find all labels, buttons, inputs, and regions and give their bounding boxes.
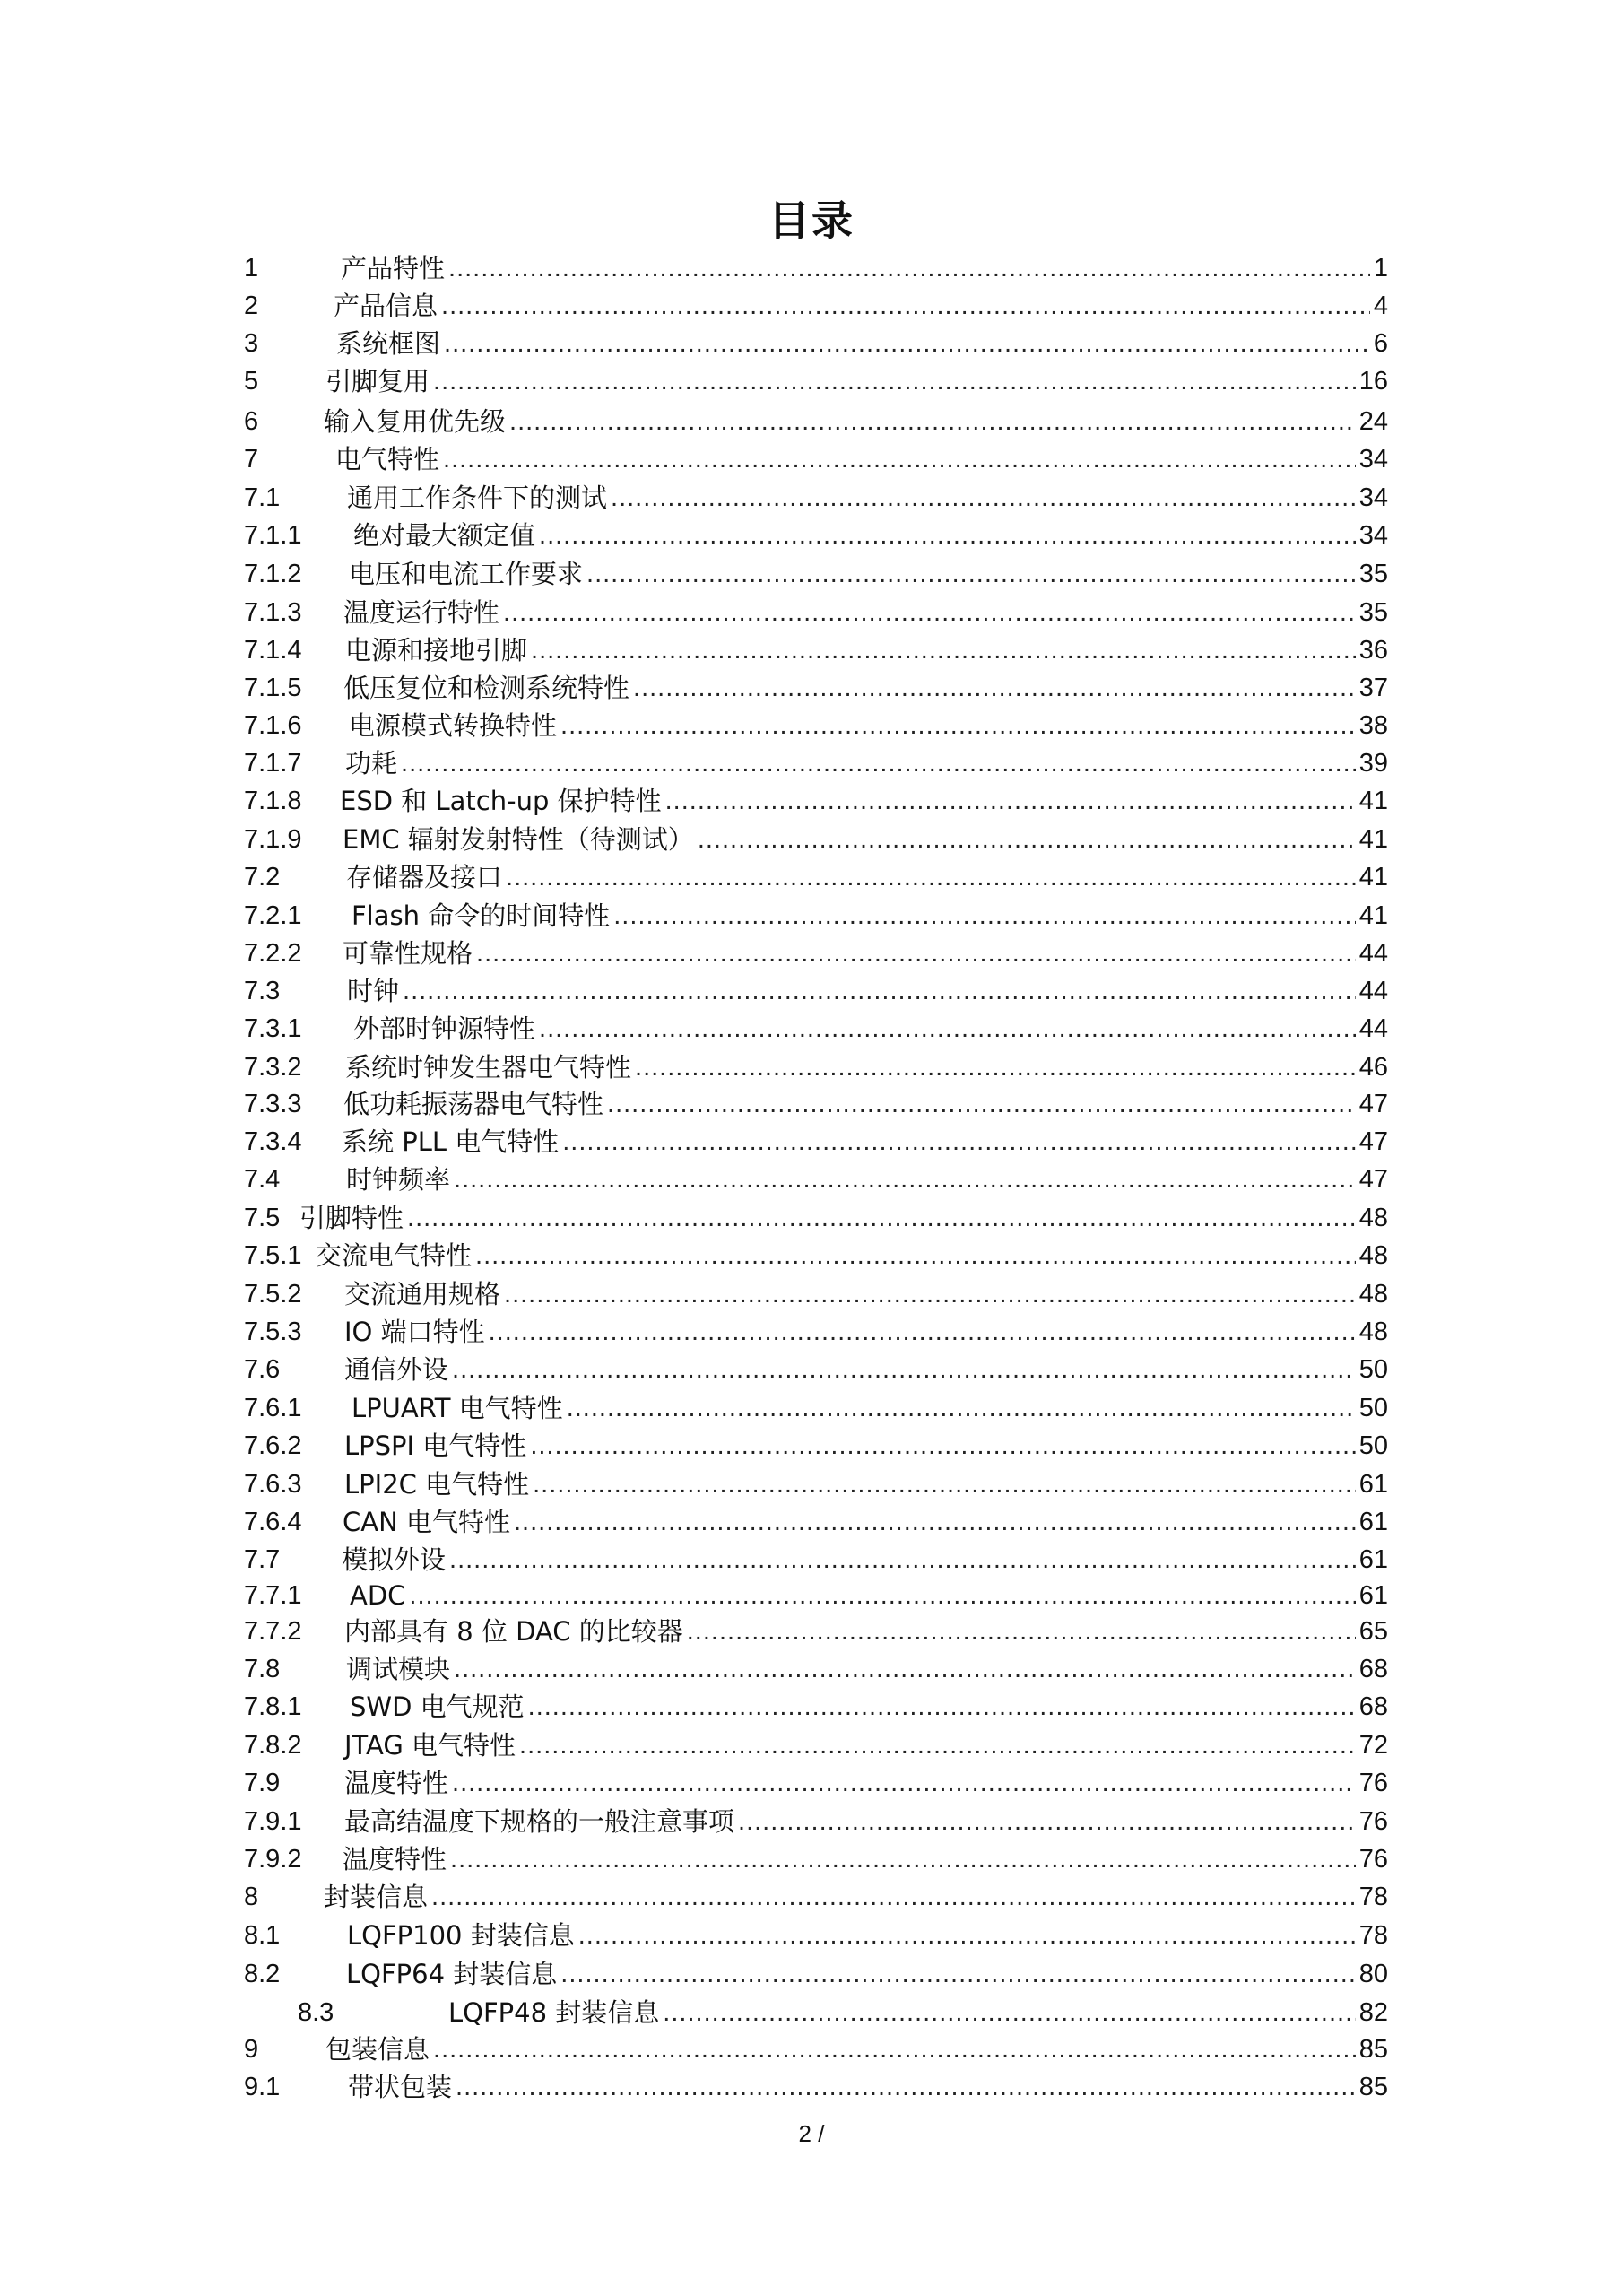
toc-leader-dots: [448, 253, 1370, 283]
toc-entry-page: 47: [1358, 1127, 1388, 1156]
toc-entry-title: 通信外设: [344, 1354, 449, 1385]
toc-entry-title: ADC: [350, 1580, 406, 1611]
toc-leader-dots: [452, 1354, 1356, 1385]
toc-entry-number: 7.5.2: [244, 1280, 302, 1309]
toc-entry-title: LPSPI 电气特性: [344, 1431, 527, 1461]
toc-entry-number: 7.6.1: [244, 1394, 302, 1422]
toc-entry-title: 低压复位和检测系统特性: [343, 673, 630, 703]
toc-leader-dots: [449, 1544, 1356, 1575]
toc-entry-page: 34: [1358, 483, 1388, 512]
toc-entry-number: 2: [244, 291, 259, 320]
toc-entry-page: 76: [1358, 1845, 1388, 1874]
toc-entry-page: 41: [1358, 787, 1388, 815]
toc-entry[interactable]: [244, 1118, 1388, 1157]
toc-entry-title: 系统时钟发生器电气特性: [345, 1052, 632, 1083]
toc-entry[interactable]: [244, 1535, 1388, 1575]
toc-entry-page: 24: [1358, 407, 1388, 436]
toc-entry-number: 6: [244, 407, 259, 436]
toc-entry-page: 48: [1358, 1280, 1388, 1309]
toc-entry-title: 输入复用优先级: [324, 406, 507, 437]
toc-entry-number: 7.3.3: [244, 1090, 302, 1118]
toc-entry-page: 37: [1358, 674, 1388, 702]
toc-leader-dots: [476, 938, 1356, 969]
toc-entry[interactable]: [244, 967, 1388, 1006]
toc-entry[interactable]: [244, 282, 1388, 321]
toc-entry-number: 7.5: [244, 1204, 281, 1232]
toc-entry[interactable]: [244, 474, 1388, 513]
toc-entry[interactable]: [244, 357, 1388, 396]
toc-entry-number: 7.9.1: [244, 1807, 302, 1836]
toc-entry-number: 7.3.1: [244, 1014, 302, 1043]
toc-entry-title: 电气特性: [335, 444, 440, 474]
toc-entry-title: 交流电气特性: [316, 1240, 473, 1271]
toc-entry-number: 7.7: [244, 1545, 281, 1574]
toc-entry-number: 7.9.2: [244, 1845, 302, 1874]
toc-entry[interactable]: [244, 1911, 1388, 1951]
toc-leader-dots: [454, 1654, 1356, 1684]
toc-entry-page: 44: [1358, 939, 1388, 968]
toc-leader-dots: [530, 1431, 1355, 1461]
toc-leader-dots: [409, 1580, 1355, 1611]
toc-entry-title: 功耗: [345, 748, 398, 778]
toc-entry[interactable]: [244, 1607, 1388, 1647]
toc-leader-dots: [633, 673, 1356, 703]
toc-leader-dots: [475, 1240, 1356, 1271]
toc-leader-dots: [509, 406, 1356, 437]
toc-entry-title: 可靠性规格: [343, 938, 473, 969]
toc-entry-number: 7.1.1: [244, 521, 302, 550]
toc-leader-dots: [560, 1959, 1355, 1989]
toc-entry-title: 带状包装: [348, 2072, 453, 2102]
toc-leader-dots: [635, 1052, 1356, 1083]
toc-leader-dots: [607, 1089, 1356, 1119]
toc-entry-title: JTAG 电气特性: [344, 1730, 516, 1761]
toc-leader-dots: [738, 1806, 1356, 1837]
toc-entry-page: 4: [1373, 291, 1388, 320]
toc-entry[interactable]: [244, 1683, 1388, 1722]
toc-leader-dots: [503, 597, 1356, 628]
toc-entry-title: 封装信息: [324, 1882, 429, 1912]
toc-entry-number: 9.1: [244, 2073, 281, 2101]
toc-entry-number: 7.1.4: [244, 636, 302, 665]
toc-entry-page: 41: [1358, 825, 1388, 854]
toc-entry[interactable]: [244, 1422, 1388, 1461]
toc-entry[interactable]: [244, 891, 1388, 931]
toc-entry-page: 61: [1358, 1581, 1388, 1610]
toc-leader-dots: [431, 1882, 1356, 1912]
toc-entry-title: 产品信息: [334, 291, 438, 321]
toc-entry-page: 50: [1358, 1394, 1388, 1422]
toc-leader-dots: [539, 1013, 1356, 1044]
toc-entry-number: 7.9: [244, 1769, 281, 1797]
toc-entry-page: 68: [1358, 1692, 1388, 1721]
toc-entry-page: 6: [1373, 329, 1388, 358]
toc-entry-title: 交流通用规格: [344, 1279, 501, 1309]
toc-entry[interactable]: [244, 319, 1388, 359]
toc-entry-page: 78: [1358, 1921, 1388, 1950]
toc-entry-page: 68: [1358, 1655, 1388, 1683]
toc-leader-dots: [698, 824, 1356, 855]
toc-entry-page: 47: [1358, 1165, 1388, 1194]
toc-entry[interactable]: [244, 588, 1388, 628]
toc-entry-number: 3: [244, 329, 259, 358]
toc-leader-dots: [504, 1279, 1356, 1309]
toc-entry-title: 系统框图: [336, 328, 441, 359]
toc-leader-dots: [531, 635, 1356, 665]
toc-entry-number: 7.1.7: [244, 749, 302, 778]
toc-entry-page: 1: [1373, 254, 1388, 283]
toc-entry[interactable]: [244, 626, 1388, 665]
toc-entry[interactable]: [244, 2063, 1388, 2102]
toc-entry[interactable]: [244, 511, 1388, 551]
toc-entry-number: 7: [244, 445, 259, 474]
toc-leader-dots: [401, 748, 1356, 778]
toc-leader-dots: [514, 1507, 1356, 1537]
toc-leader-dots: [444, 328, 1370, 359]
toc-entry-title: 时钟: [347, 976, 400, 1006]
toc-entry[interactable]: [244, 1231, 1388, 1271]
toc-leader-dots: [665, 786, 1356, 816]
toc-leader-dots: [539, 520, 1356, 551]
toc-entry[interactable]: [244, 550, 1388, 589]
toc-entry[interactable]: [244, 1043, 1388, 1083]
toc-entry[interactable]: [244, 435, 1388, 474]
toc-leader-dots: [613, 900, 1356, 931]
toc-entry-number: 7.8.1: [244, 1692, 302, 1721]
toc-entry-title: 电压和电流工作要求: [349, 559, 584, 589]
toc-entry[interactable]: [244, 1384, 1388, 1423]
toc-leader-dots: [506, 862, 1356, 892]
toc-entry-page: 46: [1358, 1053, 1388, 1082]
toc-entry[interactable]: [244, 1835, 1388, 1874]
toc-entry-number: 7.1.5: [244, 674, 302, 702]
toc-entry[interactable]: [244, 1759, 1388, 1798]
toc-entry-title: 电源和接地引脚: [345, 635, 528, 665]
toc-entry-page: 61: [1358, 1470, 1388, 1499]
toc-entry-page: 48: [1358, 1318, 1388, 1346]
toc-leader-dots: [611, 483, 1356, 513]
toc-entry-page: 44: [1358, 1014, 1388, 1043]
toc-leader-dots: [403, 976, 1356, 1006]
toc-entry[interactable]: [244, 1721, 1388, 1761]
toc-entry[interactable]: [244, 1345, 1388, 1385]
toc-entry-page: 85: [1358, 2035, 1388, 2064]
toc-entry-number: 7.4: [244, 1165, 281, 1194]
toc-entry-page: 38: [1358, 711, 1388, 740]
toc-entry-page: 76: [1358, 1807, 1388, 1836]
toc-entry-page: 76: [1358, 1769, 1388, 1797]
toc-entry-title: 低功耗振荡器电气特性: [343, 1089, 604, 1119]
toc-leader-dots: [407, 1203, 1356, 1233]
toc-entry[interactable]: [244, 1645, 1388, 1684]
toc-entry-title: LQFP48 封装信息: [448, 1997, 660, 2028]
toc-entry-title: LQFP100 封装信息: [347, 1920, 575, 1951]
toc-entry-title: 电源模式转换特性: [349, 710, 558, 741]
toc-entry-number: 7.6.2: [244, 1431, 302, 1460]
toc-entry-title: 模拟外设: [342, 1544, 447, 1575]
toc-entry-title: 温度特性: [344, 1768, 449, 1798]
toc-entry-page: 50: [1358, 1431, 1388, 1460]
toc-leader-dots: [433, 366, 1356, 396]
toc-entry-title: SWD 电气规范: [350, 1692, 525, 1722]
toc-entry-title: 引脚特性: [299, 1203, 404, 1233]
toc-entry-page: 48: [1358, 1204, 1388, 1232]
toc-leader-dots: [567, 1393, 1356, 1423]
toc-entry-page: 34: [1358, 521, 1388, 550]
toc-leader-dots: [533, 1469, 1356, 1500]
toc-entry-number: 7.7.1: [244, 1581, 302, 1610]
toc-entry-title: 产品特性: [341, 253, 446, 283]
toc-leader-dots: [441, 291, 1370, 321]
toc-leader-dots: [578, 1920, 1356, 1951]
toc-entry-title: 引脚复用: [325, 366, 430, 396]
toc-entry-page: 36: [1358, 636, 1388, 665]
toc-leader-dots: [586, 559, 1356, 589]
toc-entry-title: LPI2C 电气特性: [344, 1469, 530, 1500]
toc-entry-page: 41: [1358, 901, 1388, 930]
toc-entry-title: 系统 PLL 电气特性: [342, 1126, 560, 1157]
toc-entry-number: 7.1.9: [244, 825, 302, 854]
toc-leader-dots: [456, 2072, 1356, 2102]
toc-entry[interactable]: [244, 777, 1388, 816]
toc-entry-page: 41: [1358, 863, 1388, 891]
toc-entry-number: 8.2: [244, 1960, 281, 1988]
toc-entry-title: 内部具有 8 位 DAC 的比较器: [344, 1616, 683, 1647]
toc-entry-number: 7.5.3: [244, 1318, 302, 1346]
toc-entry-title: ESD 和 Latch-up 保护特性: [340, 786, 662, 816]
toc-leader-dots: [519, 1730, 1356, 1761]
toc-leader-dots: [687, 1616, 1356, 1647]
toc-entry[interactable]: [244, 1950, 1388, 1989]
toc-entry-number: 7.6.4: [244, 1508, 302, 1536]
toc-entry[interactable]: [244, 1797, 1388, 1837]
toc-entry[interactable]: [244, 701, 1388, 741]
toc-entry-number: 7.1.3: [244, 598, 302, 627]
toc-entry-number: 7.3.4: [244, 1127, 302, 1156]
toc-entry-title: 通用工作条件下的测试: [347, 483, 608, 513]
toc-leader-dots: [443, 444, 1356, 474]
toc-entry-number: 8.3: [298, 1998, 334, 2027]
toc-entry-title: IO 端口特性: [344, 1317, 485, 1347]
toc-entry-number: 7.1.8: [244, 787, 302, 815]
toc-entry-title: 绝对最大额定值: [353, 520, 536, 551]
toc-entry[interactable]: [244, 1873, 1388, 1912]
toc-entry-title: 存储器及接口: [346, 862, 503, 892]
toc-entry-title: 调试模块: [346, 1654, 451, 1684]
toc-entry[interactable]: [244, 1270, 1388, 1309]
toc-entry[interactable]: [244, 853, 1388, 892]
toc-entry-title: 包装信息: [325, 2034, 430, 2065]
toc-entry[interactable]: [244, 1004, 1388, 1044]
toc-entry-number: 7.8: [244, 1655, 281, 1683]
toc-entry[interactable]: [244, 1498, 1388, 1537]
toc-entry-title: CAN 电气特性: [343, 1507, 510, 1537]
toc-entry-number: 1: [244, 254, 259, 283]
toc-entry-title: Flash 命令的时间特性: [352, 900, 611, 931]
toc-entry[interactable]: [244, 244, 1388, 283]
toc-entry-number: 7.3: [244, 977, 281, 1005]
toc-entry-page: 44: [1358, 977, 1388, 1005]
toc-leader-dots: [433, 2034, 1356, 2065]
toc-entry-page: 72: [1358, 1731, 1388, 1760]
toc-entry[interactable]: [244, 739, 1388, 778]
toc-leader-dots: [562, 1126, 1355, 1157]
toc-entry[interactable]: [298, 1988, 1388, 2028]
toc-entry-number: 7.1.6: [244, 711, 302, 740]
toc-entry[interactable]: [244, 1080, 1388, 1119]
toc-entry-title: 时钟频率: [346, 1164, 451, 1195]
toc-entry-page: 82: [1358, 1998, 1388, 2027]
toc-entry-page: 50: [1358, 1355, 1388, 1384]
toc-entry-title: 温度运行特性: [343, 597, 500, 628]
page-title: 目录: [768, 196, 855, 245]
toc-entry-number: 7.3.2: [244, 1053, 302, 1082]
toc-leader-dots: [663, 1997, 1355, 2028]
toc-entry-number: 7.5.1: [244, 1241, 302, 1270]
toc-entry-number: 7.7.2: [244, 1617, 302, 1646]
toc-entry-number: 7.6: [244, 1355, 281, 1384]
toc-entry-page: 85: [1358, 2073, 1388, 2101]
toc-entry[interactable]: [244, 1460, 1388, 1500]
toc-leader-dots: [452, 1768, 1356, 1798]
toc-entry-page: 35: [1358, 598, 1388, 627]
toc-entry-page: 47: [1358, 1090, 1388, 1118]
toc-entry-number: 5: [244, 367, 259, 396]
toc-leader-dots: [528, 1692, 1356, 1722]
toc-entry-page: 80: [1358, 1960, 1388, 1988]
toc-entry-title: 温度特性: [343, 1844, 447, 1874]
toc-entry-page: 34: [1358, 445, 1388, 474]
toc-leader-dots: [454, 1164, 1356, 1195]
toc-entry-number: 7.1: [244, 483, 281, 512]
toc-entry-number: 7.6.3: [244, 1470, 302, 1499]
toc-entry[interactable]: [244, 1308, 1388, 1347]
toc-entry-number: 7.2.1: [244, 901, 302, 930]
toc-entry-page: 61: [1358, 1508, 1388, 1536]
toc-entry-page: 16: [1358, 367, 1388, 396]
toc-entry-number: 7.8.2: [244, 1731, 302, 1760]
toc-entry-number: 8: [244, 1883, 259, 1911]
toc-leader-dots: [489, 1317, 1356, 1347]
toc-entry[interactable]: [244, 397, 1388, 437]
toc-entry[interactable]: [244, 1155, 1388, 1195]
toc-entry[interactable]: [244, 1194, 1388, 1233]
toc-entry-title: 最高结温度下规格的一般注意事项: [344, 1806, 735, 1837]
toc-entry-page: 48: [1358, 1241, 1388, 1270]
page-number: 2 /: [798, 2120, 825, 2147]
toc-entry-page: 65: [1358, 1617, 1388, 1646]
toc-entry-page: 39: [1358, 749, 1388, 778]
toc-entry-title: LQFP64 封装信息: [346, 1959, 558, 1989]
toc-entry[interactable]: [244, 929, 1388, 969]
toc-entry-number: 7.2.2: [244, 939, 302, 968]
toc-leader-dots: [560, 710, 1356, 741]
toc-leader-dots: [450, 1844, 1356, 1874]
toc-entry[interactable]: [244, 2025, 1388, 2065]
toc-entry-number: 7.1.2: [244, 560, 302, 588]
toc-entry-title: LPUART 电气特性: [352, 1393, 563, 1423]
toc-entry-number: 7.2: [244, 863, 281, 891]
toc-entry-number: 8.1: [244, 1921, 281, 1950]
toc-entry-page: 61: [1358, 1545, 1388, 1574]
toc-entry-title: 外部时钟源特性: [353, 1013, 536, 1044]
toc-entry-page: 78: [1358, 1883, 1388, 1911]
toc-entry-number: 9: [244, 2035, 259, 2064]
toc-entry[interactable]: [244, 815, 1388, 855]
toc-entry-page: 35: [1358, 560, 1388, 588]
toc-entry[interactable]: [244, 664, 1388, 703]
toc-entry[interactable]: [244, 1571, 1388, 1611]
toc-entry-title: EMC 辐射发射特性（待测试）: [343, 824, 694, 855]
